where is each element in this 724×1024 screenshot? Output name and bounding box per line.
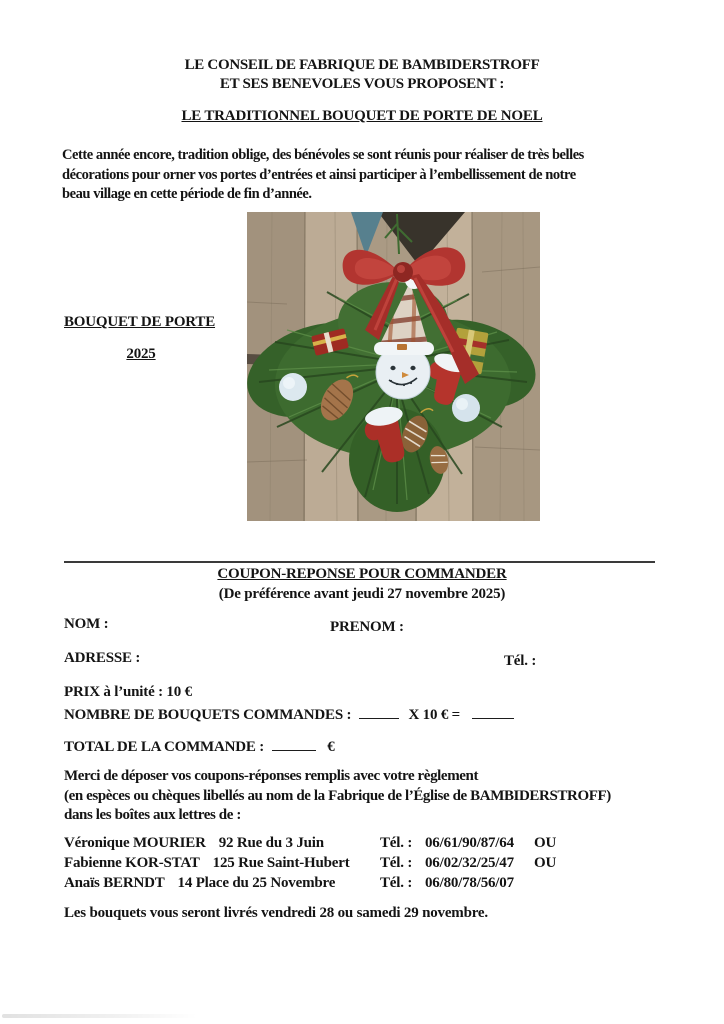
photo-label-title: BOUQUET DE PORTE: [64, 314, 216, 330]
contact-tel-label: Tél. :: [380, 875, 413, 891]
quantity-line: [64, 705, 514, 724]
title-line-2: ET SES BENEVOLES VOUS PROPOSENT :: [219, 76, 505, 92]
total-label: TOTAL DE LA COMMANDE :: [64, 739, 265, 755]
contact-name: Anaïs BERNDT: [64, 875, 165, 891]
coupon-subtitle: (De préférence avant jeudi 27 novembre 2025): [218, 586, 506, 602]
quantity-label: NOMBRE DE BOUQUETS COMMANDES :: [64, 707, 352, 723]
price-line: PRIX à l’unité : 10 €: [64, 684, 192, 700]
tel-label: Tél. :: [504, 653, 537, 669]
contact-address: 14 Place du 25 Novembre: [177, 875, 336, 891]
coupon-title: COUPON-REPONSE POUR COMMANDER: [217, 566, 507, 582]
adresse-label: ADRESSE :: [64, 650, 141, 666]
contact-row-3: [64, 875, 664, 895]
section-divider: [64, 561, 655, 563]
instructions-line-1: Merci de déposer vos coupons-réponses remplis avec votre règlement: [64, 768, 479, 784]
instructions-line-3: dans les boîtes aux lettres de :: [64, 807, 241, 823]
nom-label: NOM :: [64, 616, 109, 632]
prenom-label: PRENOM :: [330, 619, 404, 635]
intro-line-2: décorations pour orner vos portes d’entrées et ainsi participer à l’embellissement de notre: [62, 166, 576, 183]
delivery-note: Les bouquets vous seront livrés vendredi 28 ou samedi 29 novembre.: [64, 905, 488, 921]
page-title: [0, 56, 724, 94]
contact-tel-label: Tél. :: [380, 855, 413, 871]
contact-or: OU: [534, 855, 557, 871]
quantity-blank: [359, 705, 399, 719]
intro-line-1: Cette année encore, tradition oblige, des bénévoles se sont réunis pour réaliser de très belles: [62, 147, 584, 163]
contact-address: 125 Rue Saint-Hubert: [212, 855, 350, 871]
scan-artifact: [2, 1014, 197, 1018]
total-blank: [272, 737, 316, 751]
intro-paragraph: [62, 146, 584, 205]
contact-tel: 06/80/78/56/07: [425, 875, 514, 891]
instructions-line-2: (en espèces ou chèques libellés au nom de la Fabrique de l’Église de BAMBIDERSTROFF): [64, 787, 611, 804]
total-suffix: €: [327, 739, 335, 755]
contact-address: 92 Rue du 3 Juin: [218, 835, 324, 851]
photo-label-year: 2025: [126, 346, 156, 362]
contact-name: Véronique MOURIER: [64, 835, 206, 851]
contact-name: Fabienne KOR-STAT: [64, 855, 200, 871]
title-line-1: LE CONSEIL DE FABRIQUE DE BAMBIDERSTROFF: [184, 57, 540, 73]
contact-row-2: [64, 855, 664, 875]
quantity-mult: X 10 € =: [408, 707, 461, 723]
page-subtitle: LE TRADITIONNEL BOUQUET DE PORTE DE NOEL: [181, 108, 543, 124]
contact-tel: 06/61/90/87/64: [425, 835, 514, 851]
contact-or: OU: [534, 835, 557, 851]
contact-tel: 06/02/32/25/47: [425, 855, 514, 871]
contact-row-1: [64, 835, 664, 855]
total-line: [64, 737, 335, 756]
contact-tel-label: Tél. :: [380, 835, 413, 851]
bouquet-photo: [247, 212, 540, 521]
intro-line-3: beau village en cette période de fin d’année.: [62, 186, 312, 202]
instructions: [64, 767, 611, 826]
quantity-result-blank: [472, 705, 514, 719]
